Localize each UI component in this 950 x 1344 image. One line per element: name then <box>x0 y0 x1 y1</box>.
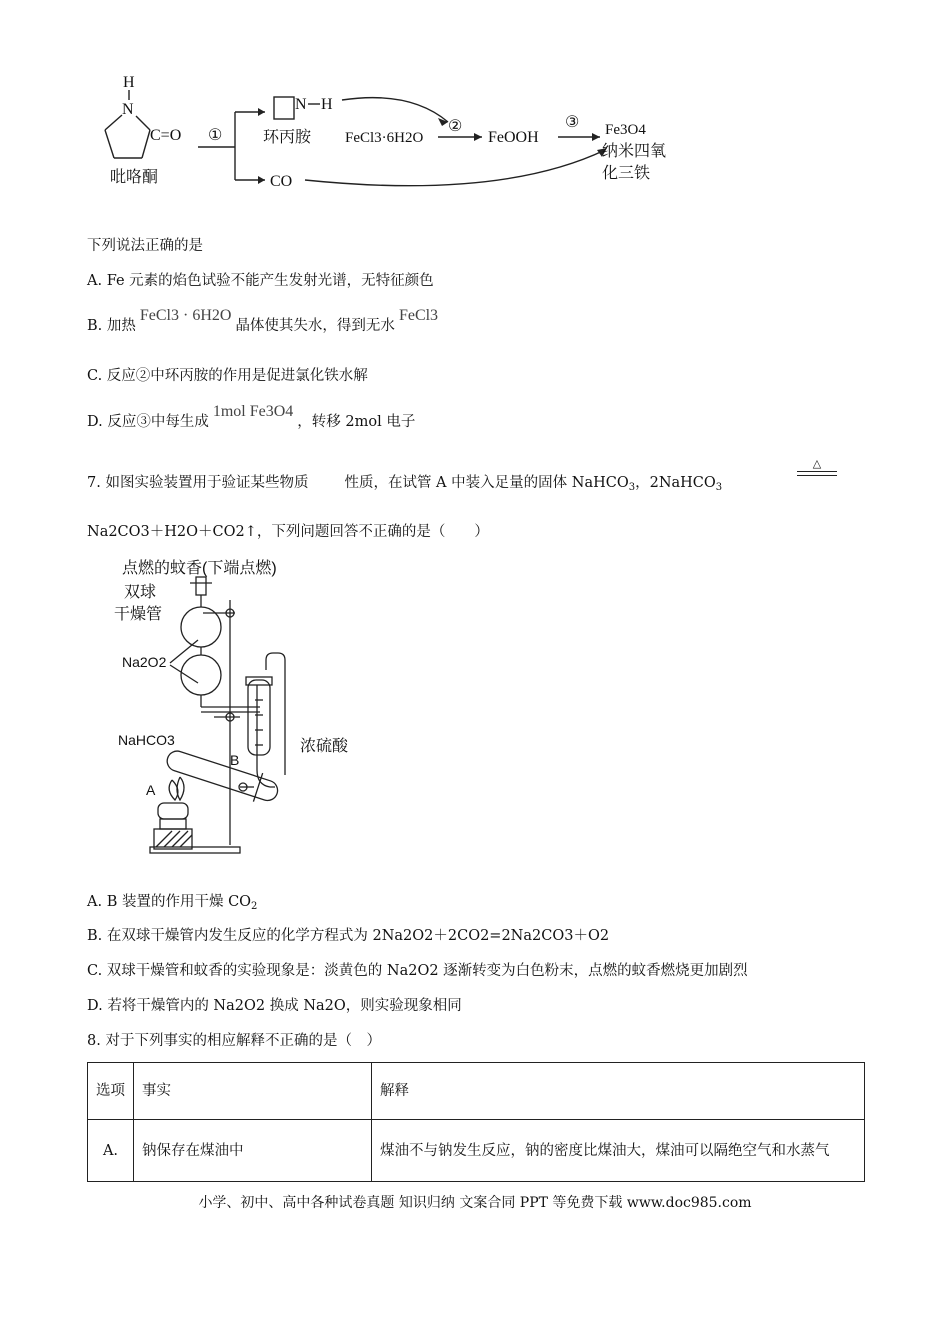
page-footer: 小学、初中、高中各种试卷真题 知识归纳 文案合同 PPT 等免费下载 www.doc985.com <box>198 1195 752 1211</box>
azetidine-h: H <box>321 96 333 113</box>
q7-double-line-top <box>797 471 837 472</box>
feooh-label: FeOOH <box>488 129 539 146</box>
q7-option-a-text: A. B 装置的作用干燥 CO <box>87 894 252 910</box>
q7-heat-triangle: △ <box>812 457 822 470</box>
q8-table <box>87 1062 865 1182</box>
diagram-incense-label: 点燃的蚊香(下端点燃) <box>122 560 277 577</box>
q6-option-b-prefix: B. 加热 <box>87 318 136 334</box>
q7-apparatus-diagram <box>110 555 370 865</box>
step-2-label: ② <box>448 118 463 135</box>
diagram-a-label: A <box>146 782 156 798</box>
q8-header-fact: 事实 <box>134 1063 372 1120</box>
q7-option-c: C. 双球干燥管和蚊香的实验现象是：淡黄色的 Na2O2 逐渐转变为白色粉末，点燃的蚊香燃烧更加剧烈 <box>87 963 748 979</box>
q6-option-b-formula2: FeCl3 <box>398 307 439 324</box>
q6-option-b <box>87 307 439 336</box>
q7-stem-line2: Na2CO3＋H2O＋CO2↑，下列问题回答不正确的是（ ） <box>87 524 489 540</box>
q6-option-b-formula1: FeCl3 · 6H2O <box>139 307 232 324</box>
q7-stem-line1: 7. 如图实验装置用于验证某些物质 性质，在试管 A 中装入足量的固体 NaHCO$_3$，2NaHCO$_3$ <box>87 475 723 493</box>
fe3o4-name-line1: 纳米四氧 <box>602 143 667 160</box>
azetidine-label: 环丙胺 <box>263 129 312 146</box>
q8-row-fact: 钠保存在煤油中 <box>134 1120 372 1182</box>
diagram-tube-label-line1: 双球 <box>124 584 157 601</box>
q8-header-row <box>88 1063 865 1120</box>
q7-option-d: D. 若将干燥管内的 Na2O2 换成 Na2O，则实验现象相同 <box>87 998 462 1014</box>
q7-stem-part3: ，2NaHCO <box>635 475 716 491</box>
reaction-scheme <box>80 70 700 200</box>
step-3-label: ③ <box>565 114 580 131</box>
q8-row-option: A. <box>88 1120 134 1182</box>
q6-option-d-suffix: ，转移 2mol 电子 <box>297 414 416 430</box>
pyrrolidone-label: 吡咯酮 <box>110 169 159 186</box>
co-label: CO <box>270 173 293 190</box>
step-1-label: ① <box>208 127 223 144</box>
q7-stem-part1: 7. 如图实验装置用于验证某些物质 <box>87 475 309 491</box>
q6-option-d-formula: 1mol Fe3O4 <box>212 403 294 420</box>
pyrrolidone-n: N <box>122 101 134 118</box>
diagram-tube-label-line2: 干燥管 <box>114 606 163 623</box>
diagram-na2o2-label: Na2O2 <box>122 654 167 670</box>
q6-stem: 下列说法正确的是 <box>87 238 203 254</box>
q8-header-option: 选项 <box>88 1063 134 1120</box>
q6-option-d <box>87 403 416 432</box>
q8-row-explanation: 煤油不与钠发生反应，钠的密度比煤油大，煤油可以隔绝空气和水蒸气 <box>372 1120 865 1182</box>
diagram-b-label: B <box>230 752 240 768</box>
fe3o4-formula: Fe3O4 <box>605 122 646 138</box>
q6-option-a: A. Fe 元素的焰色试验不能产生发射光谱，无特征颜色 <box>87 273 434 289</box>
azetidine-n: N <box>295 96 307 113</box>
table-row <box>88 1120 865 1182</box>
q8-header-explanation: 解释 <box>372 1063 865 1120</box>
q7-option-b: B. 在双球干燥管内发生反应的化学方程式为 2Na2O2＋2CO2=2Na2CO3＋O2 <box>87 928 610 944</box>
q6-option-b-mid: 晶体使其失水，得到无水 <box>235 318 395 334</box>
q7-option-a: A. B 装置的作用干燥 $CO_2$ <box>87 894 258 912</box>
pyrrolidone-h: H <box>123 74 135 91</box>
diagram-acid-label: 浓硫酸 <box>300 738 349 755</box>
fe3o4-name-line2: 化三铁 <box>602 165 651 182</box>
pyrrolidone-co: C=O <box>150 127 182 144</box>
q6-option-c: C. 反应②中环丙胺的作用是促进氯化铁水解 <box>87 368 368 384</box>
q7-double-line-bottom <box>797 475 837 476</box>
diagram-nahco3-label: NaHCO3 <box>118 732 175 748</box>
q7-stem-part2: 性质，在试管 A 中装入足量的固体 NaHCO <box>344 475 629 491</box>
q7-heat-sign <box>797 458 837 476</box>
q8-stem: 8. 对于下列事实的相应解释不正确的是（ ） <box>87 1033 381 1049</box>
fecl3-hydrate-label: FeCl3·6H2O <box>345 130 424 146</box>
q6-option-d-prefix: D. 反应③中每生成 <box>87 414 209 430</box>
